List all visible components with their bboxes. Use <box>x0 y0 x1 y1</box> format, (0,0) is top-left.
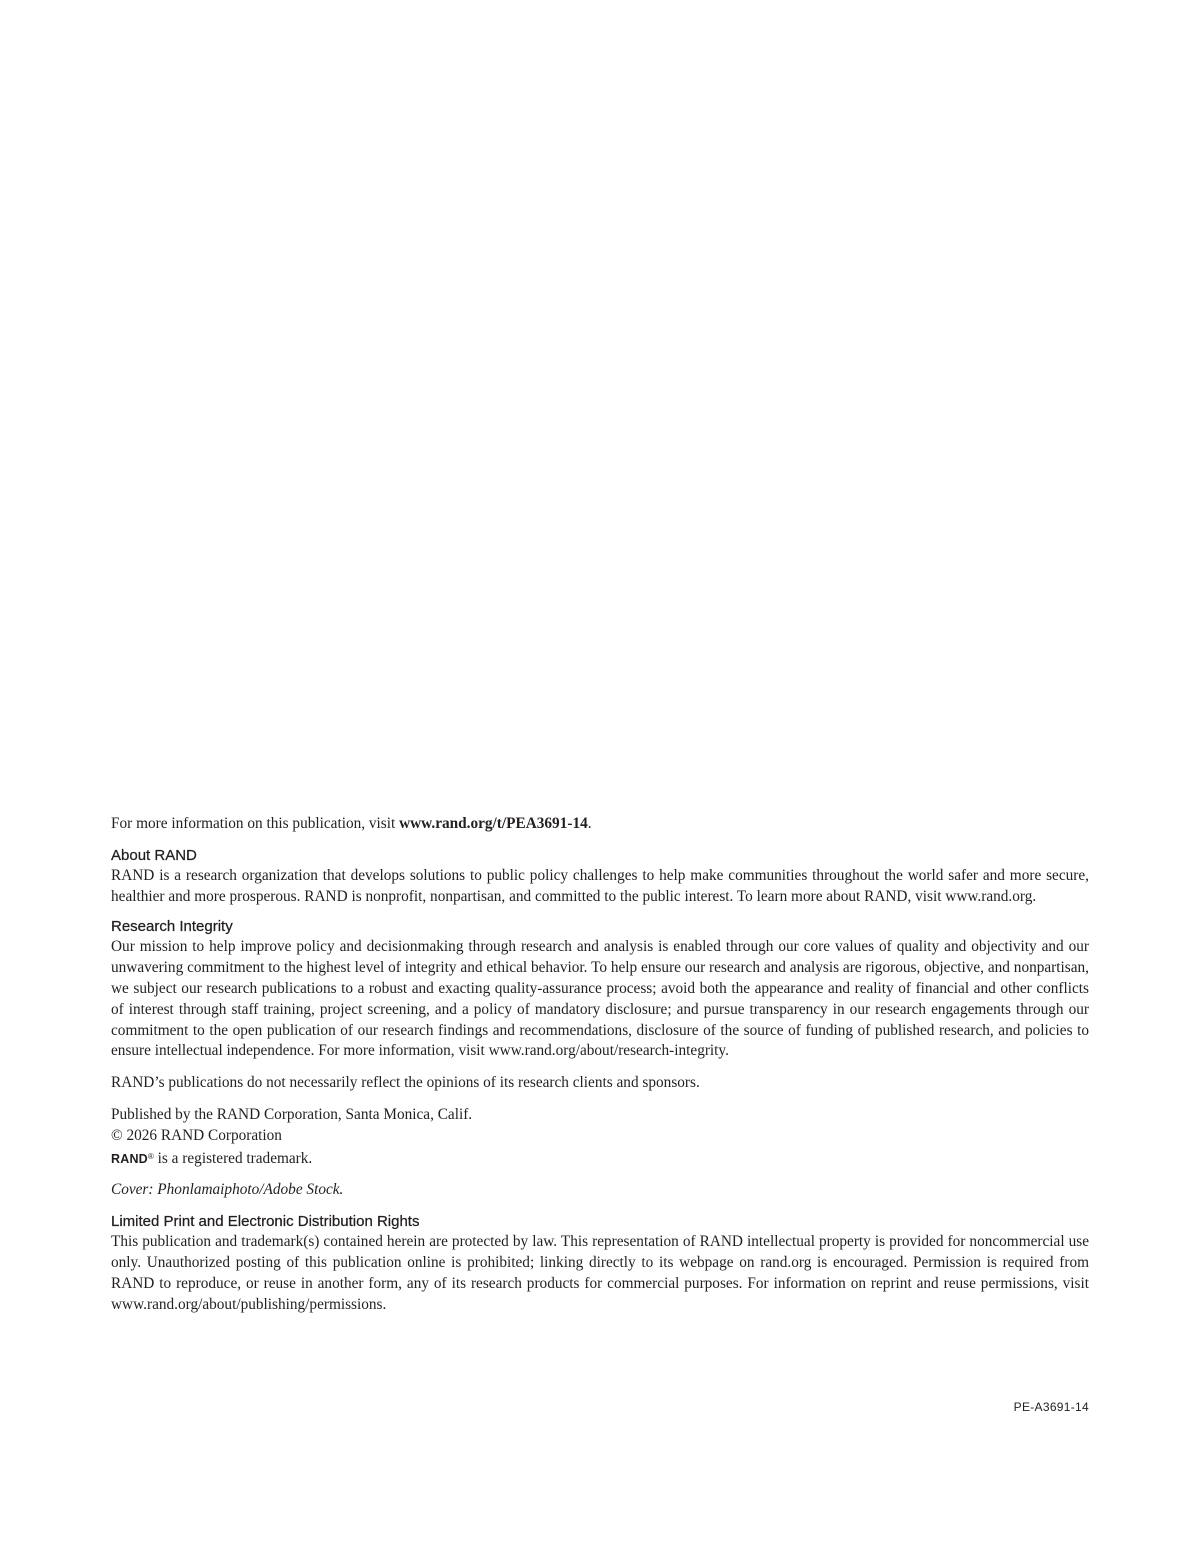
about-rand-heading: About RAND <box>111 846 197 864</box>
disclaimer: RAND’s publications do not necessarily reflect the opinions of its research clients and sponsors. <box>111 1074 700 1092</box>
rand-wordmark: RAND <box>111 1151 148 1166</box>
registered-symbol: ® <box>147 1151 154 1161</box>
copyright-line: © 2026 RAND Corporation <box>111 1126 282 1144</box>
distribution-rights-body: This publication and trademark(s) contained herein are protected by law. This representation of RAND intellectual property is provided for noncommercial use only. Unauthorized posting of this publication online is prohibited; linking directly to its webpage on rand.org is encouraged. Permission is required from RAND to reproduce, or reuse in another form, any of its research products for commercial purposes. For information on reprint and reuse permissions, visit www.rand.org/about/publishing/permissions. <box>111 1233 1089 1313</box>
cover-credit: Cover: Phonlamaiphoto/Adobe Stock. <box>111 1181 344 1199</box>
copyright-page-content <box>111 814 1089 1315</box>
research-integrity-heading: Research Integrity <box>111 918 233 936</box>
trademark-text: is a registered trademark. <box>153 1149 313 1167</box>
publication-link[interactable]: www.rand.org/t/PEA3691-14 <box>399 815 588 832</box>
about-rand-body: RAND is a research organization that develops solutions to public policy challenges to help make communities throughout the world safer and more secure, healthier and more prosperous. RAND is nonprofit, nonpartisan, and committed to the public interest. To learn more about RAND, visit www.rand.org. <box>111 866 1089 905</box>
document-id: PE-A3691-14 <box>1013 1400 1089 1414</box>
distribution-rights-heading: Limited Print and Electronic Distribution Rights <box>111 1213 420 1231</box>
more-info-prefix: For more information on this publication, visit <box>111 815 400 832</box>
research-integrity-body: Our mission to help improve policy and decisionmaking through research and analysis is enabled through our core values of quality and objectivity and our unwavering commitment to the highest level of integrity and ethical behavior. To help ensure our research and analysis are rigorous, objective, and nonpartisan, we subject our research publications to a robust and exacting quality-assurance process; avoid both the appearance and reality of financial and other conflicts of interest through staff training, project screening, and a policy of mandatory disclosure; and pursue transparency in our research engagements through our commitment to the open publication of our research findings and recommendations, disclosure of the source of funding of published research, and policies to ensure intellectual independence. For more information, visit www.rand.org/about/research-integrity. <box>111 938 1089 1060</box>
publisher-block <box>111 1105 1089 1169</box>
more-info-line <box>111 814 1089 835</box>
published-by: Published by the RAND Corporation, Santa Monica, Calif. <box>111 1105 473 1123</box>
more-info-suffix: . <box>587 815 592 832</box>
trademark-line <box>111 1147 1089 1170</box>
